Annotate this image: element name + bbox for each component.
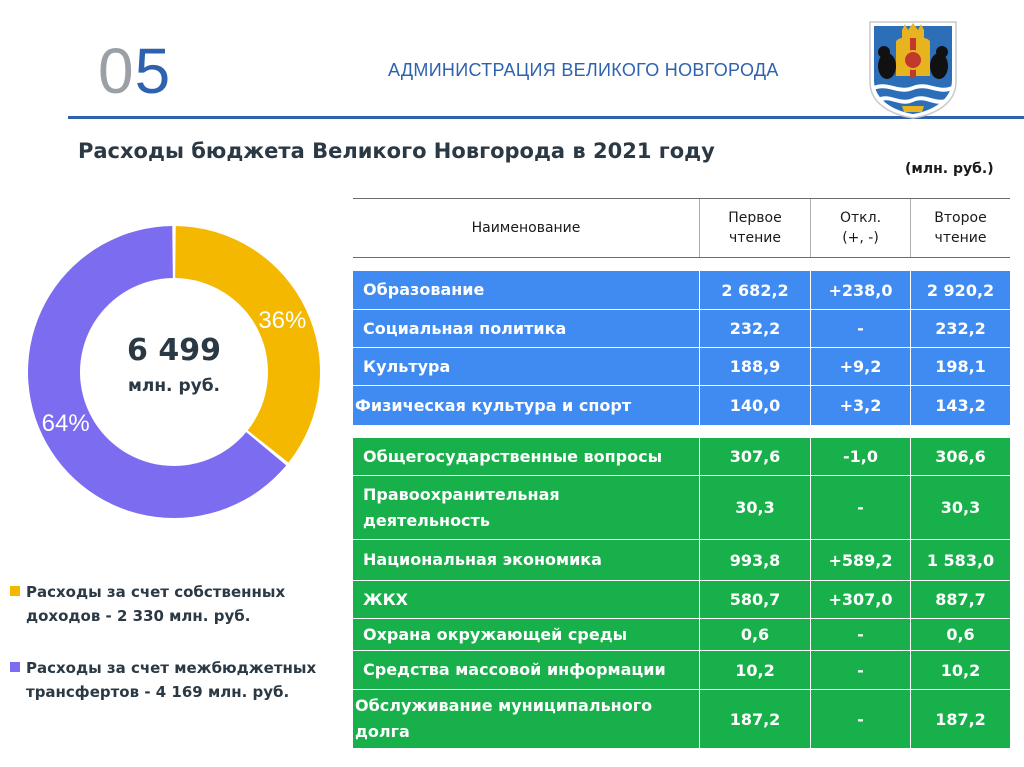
row-name: Физическая культура и спорт <box>353 386 699 425</box>
row-dev: - <box>810 690 910 748</box>
row-first: 232,2 <box>699 310 810 347</box>
table-row <box>353 438 1010 476</box>
row-dev: +238,0 <box>810 271 910 309</box>
row-second: 2 920,2 <box>910 271 1010 309</box>
legend-marker-purple <box>10 662 20 672</box>
slide-number-first: 0 <box>98 35 135 107</box>
main-title: Расходы бюджета Великого Новгорода в 2021 году <box>78 139 715 163</box>
row-dev: - <box>810 476 910 539</box>
row-dev: +3,2 <box>810 386 910 425</box>
row-name: Социальная политика <box>353 310 699 347</box>
table-row <box>353 581 1010 619</box>
donut-chart <box>24 222 324 522</box>
row-name: Средства массовой информации <box>353 651 699 689</box>
row-second: 198,1 <box>910 348 1010 385</box>
table-blue-group <box>353 271 1010 426</box>
table-row <box>353 619 1010 651</box>
row-dev: - <box>810 619 910 650</box>
unit-label: (млн. руб.) <box>905 161 994 177</box>
row-name: Обслуживание муниципального долга <box>353 690 699 748</box>
row-first: 140,0 <box>699 386 810 425</box>
row-dev: +589,2 <box>810 540 910 580</box>
legend-item-own-revenue <box>10 580 356 628</box>
donut-slice-label-1: 64% <box>41 410 90 438</box>
row-first: 30,3 <box>699 476 810 539</box>
row-name: Охрана окружающей среды <box>353 619 699 650</box>
row-dev: +307,0 <box>810 581 910 618</box>
row-second: 887,7 <box>910 581 1010 618</box>
row-dev: +9,2 <box>810 348 910 385</box>
row-second: 30,3 <box>910 476 1010 539</box>
row-first: 580,7 <box>699 581 810 618</box>
header-first-reading: Первое чтение <box>699 199 810 257</box>
donut-slice-label-0: 36% <box>258 306 307 334</box>
legend-text: Расходы за счет собственных доходов - 2 330 млн. руб. <box>26 583 286 625</box>
row-second: 1 583,0 <box>910 540 1010 580</box>
table-green-group <box>353 438 1010 749</box>
row-first: 10,2 <box>699 651 810 689</box>
table-row <box>353 476 1010 540</box>
row-second: 187,2 <box>910 690 1010 748</box>
table-row <box>353 348 1010 386</box>
row-first: 2 682,2 <box>699 271 810 309</box>
row-second: 143,2 <box>910 386 1010 425</box>
table-row <box>353 386 1010 426</box>
row-name: Образование <box>353 271 699 309</box>
row-dev: - <box>810 651 910 689</box>
table-row <box>353 690 1010 749</box>
row-name: ЖКХ <box>353 581 699 618</box>
row-first: 187,2 <box>699 690 810 748</box>
row-name: Правоохранительная деятельность <box>353 476 699 539</box>
row-first: 993,8 <box>699 540 810 580</box>
table-row <box>353 310 1010 348</box>
legend-item-transfers <box>10 656 356 704</box>
org-title: АДМИНИСТРАЦИЯ ВЕЛИКОГО НОВГОРОДА <box>388 60 779 80</box>
row-second: 0,6 <box>910 619 1010 650</box>
row-name: Культура <box>353 348 699 385</box>
header-deviation: Откл. (+, -) <box>810 199 910 257</box>
row-second: 10,2 <box>910 651 1010 689</box>
row-second: 306,6 <box>910 438 1010 475</box>
row-second: 232,2 <box>910 310 1010 347</box>
row-name: Национальная экономика <box>353 540 699 580</box>
header-name: Наименование <box>471 220 581 236</box>
row-first: 188,9 <box>699 348 810 385</box>
slide-number <box>98 36 171 106</box>
table-row <box>353 271 1010 310</box>
legend-marker-yellow <box>10 586 20 596</box>
row-first: 307,6 <box>699 438 810 475</box>
row-dev: -1,0 <box>810 438 910 475</box>
chart-center-unit: млн. руб. <box>127 376 221 396</box>
table-row <box>353 651 1010 690</box>
coat-of-arms-icon <box>868 20 958 119</box>
slide-number-second: 5 <box>134 35 172 107</box>
table-header <box>353 198 1010 258</box>
row-dev: - <box>810 310 910 347</box>
row-first: 0,6 <box>699 619 810 650</box>
legend-text: Расходы за счет межбюджетных трансфертов - 4 169 млн. руб. <box>26 659 317 701</box>
table-row <box>353 540 1010 581</box>
header-second-reading: Второе чтение <box>910 199 1010 257</box>
chart-center-value: 6 499 <box>127 333 221 368</box>
row-name: Общегосударственные вопросы <box>353 438 699 475</box>
